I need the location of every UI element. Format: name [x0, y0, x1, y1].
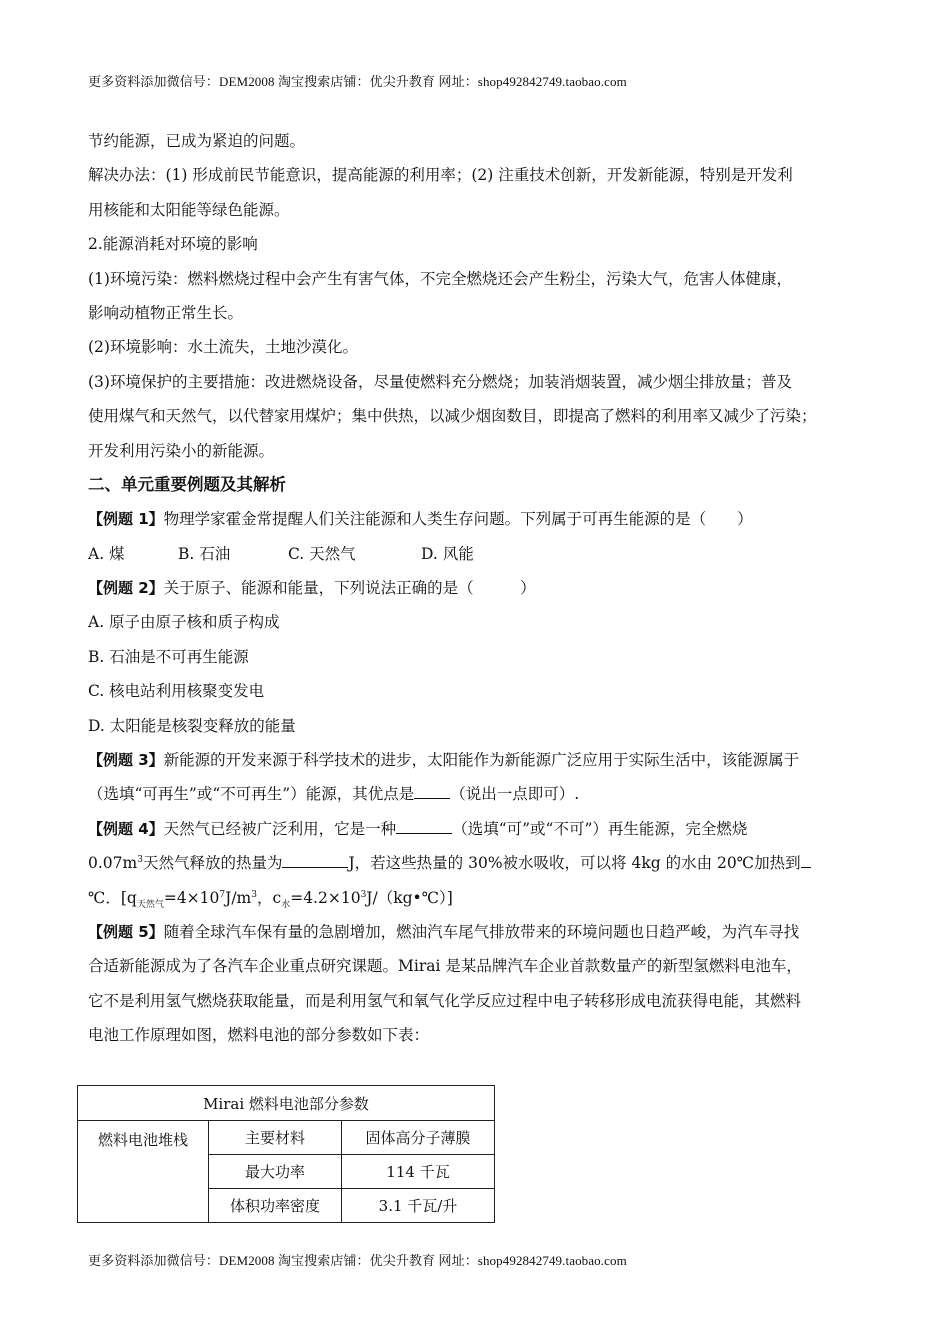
option-a: A. 原子由原子核和质子构成: [88, 613, 280, 632]
page-header: 更多资料添加微信号：DEM2008 淘宝搜索店铺：优尖升教育 网址：shop492842749.taobao.com: [88, 74, 627, 89]
superscript: 7: [219, 889, 226, 900]
example-1-options: [88, 537, 870, 571]
superscript: 3: [360, 889, 367, 900]
text-line: (3)环境保护的主要措施：改进燃烧设备，尽量使燃料充分燃烧；加装消烟装置，减少烟尘排放量；普及: [88, 372, 792, 391]
example-text: =4×10: [163, 888, 220, 907]
example-4-line-3: [88, 881, 870, 915]
example-1: [88, 502, 870, 536]
text-line: 2.能源消耗对环境的影响: [88, 235, 258, 254]
example-text: （选填“可再生”或“不可再生”）能源，其优点是: [88, 785, 415, 804]
example-text: 天然气已经被广泛利用，它是一种: [163, 819, 397, 838]
example-text: 0.07m: [88, 854, 138, 873]
example-label: 【例题 1】: [88, 510, 164, 529]
example-5: [88, 915, 870, 949]
text-line: 节约能源，已成为紧迫的问题。: [88, 132, 306, 150]
example-3-line-2: [88, 777, 870, 811]
example-3: [88, 743, 870, 777]
table-key-cell: 体积功率密度: [209, 1189, 342, 1223]
answer-blank: [801, 851, 811, 868]
example-text: ，c: [257, 888, 282, 907]
example-label: 【例题 2】: [88, 579, 164, 598]
table-group-cell: 燃料电池堆栈: [78, 1121, 209, 1223]
table-key-cell: 主要材料: [209, 1121, 342, 1155]
example-text: J/m: [225, 888, 252, 907]
example-text: =4.2×10: [290, 888, 361, 907]
text-line: 用核能和太阳能等绿色能源。: [88, 200, 290, 219]
section-title: 二、单元重要例题及其解析: [88, 474, 286, 494]
example-4: [88, 812, 870, 846]
example-text: 新能源的开发来源于科学技术的进步，太阳能作为新能源广泛应用于实际生活中，该能源属于: [163, 751, 800, 770]
table-value-cell: 3.1 千瓦/升: [342, 1189, 495, 1223]
example-label: 【例题 5】: [88, 922, 164, 941]
example-label: 【例题 4】: [88, 819, 164, 838]
table-row: [78, 1121, 495, 1155]
option-b: B. 石油: [178, 544, 231, 563]
answer-blank: [282, 851, 348, 868]
text-line: 影响动植物正常生长。: [88, 303, 244, 322]
option-d: D. 太阳能是核裂变释放的能量: [88, 716, 296, 735]
table-title: Mirai 燃料电池部分参数: [78, 1086, 495, 1121]
text-line: 解决办法：(1) 形成前民节能意识，提高能源的利用率；(2) 注重技术创新，开发新能源，特别是开发利: [88, 166, 793, 185]
text-line: (2)环境影响：水土流失，土地沙漠化。: [88, 338, 358, 357]
example-2: [88, 571, 870, 605]
text-line: 电池工作原理如图，燃料电池的部分参数如下表：: [88, 1026, 430, 1045]
example-text: 关于原子、能源和能量，下列说法正确的是（ ）: [163, 579, 536, 598]
example-text: 天然气释放的热量为: [142, 854, 283, 873]
option-c: C. 核电站利用核聚变发电: [88, 682, 265, 701]
option-c: C. 天然气: [288, 544, 356, 563]
text-line: 它不是利用氢气燃烧获取能量，而是利用氢气和氧气化学反应过程中电子转移形成电流获得电能，其燃料: [88, 991, 802, 1010]
option-b: B. 石油是不可再生能源: [88, 647, 249, 666]
example-text: 随着全球汽车保有量的急剧增加，燃油汽车尾气排放带来的环境问题也日趋严峻，为汽车寻找: [163, 922, 800, 941]
superscript: 3: [251, 889, 257, 900]
answer-blank: [414, 782, 450, 799]
example-text: 物理学家霍金常提醒人们关注能源和人类生存问题。下列属于可再生能源的是（ ）: [163, 510, 753, 529]
example-text: J，若这些热量的 30%被水吸收，可以将 4kg 的水由 20℃加热到: [348, 854, 801, 873]
option-d: D. 风能: [421, 544, 474, 563]
example-text: （说出一点即可）.: [450, 785, 580, 804]
text-line: 合适新能源成为了各汽车企业重点研究课题。Mirai 是某品牌汽车企业首款数量产的新型氢燃料电池车，: [88, 957, 802, 976]
example-text: ℃．[q: [88, 888, 137, 907]
text-line: 开发利用污染小的新能源。: [88, 441, 275, 460]
document-body: [88, 124, 870, 1053]
example-label: 【例题 3】: [88, 751, 164, 770]
page-footer: 更多资料添加微信号：DEM2008 淘宝搜索店铺：优尖升教育 网址：shop492842749.taobao.com: [88, 1253, 627, 1268]
example-text: （选填“可”或“不可”）再生能源，完全燃烧: [452, 819, 748, 838]
table-value-cell: 固体高分子薄膜: [342, 1121, 495, 1155]
table-key-cell: 最大功率: [209, 1155, 342, 1189]
parameter-table: [77, 1085, 495, 1223]
example-4-line-2: [88, 846, 870, 880]
text-line: (1)环境污染：燃料燃烧过程中会产生有害气体，不完全燃烧还会产生粉尘，污染大气，危害人体健康，: [88, 269, 792, 288]
answer-blank: [396, 817, 452, 834]
table-value-cell: 114 千瓦: [342, 1155, 495, 1189]
text-line: 使用煤气和天然气，以代替家用煤炉；集中供热，以减少烟囱数目，即提高了燃料的利用率又减少了污染；: [88, 407, 817, 426]
example-text: J/（kg•℃）]: [366, 888, 453, 907]
subscript: 天然气: [136, 899, 164, 910]
subscript: 水: [281, 899, 291, 910]
option-a: A. 煤: [88, 544, 125, 563]
superscript: 3: [137, 855, 143, 866]
